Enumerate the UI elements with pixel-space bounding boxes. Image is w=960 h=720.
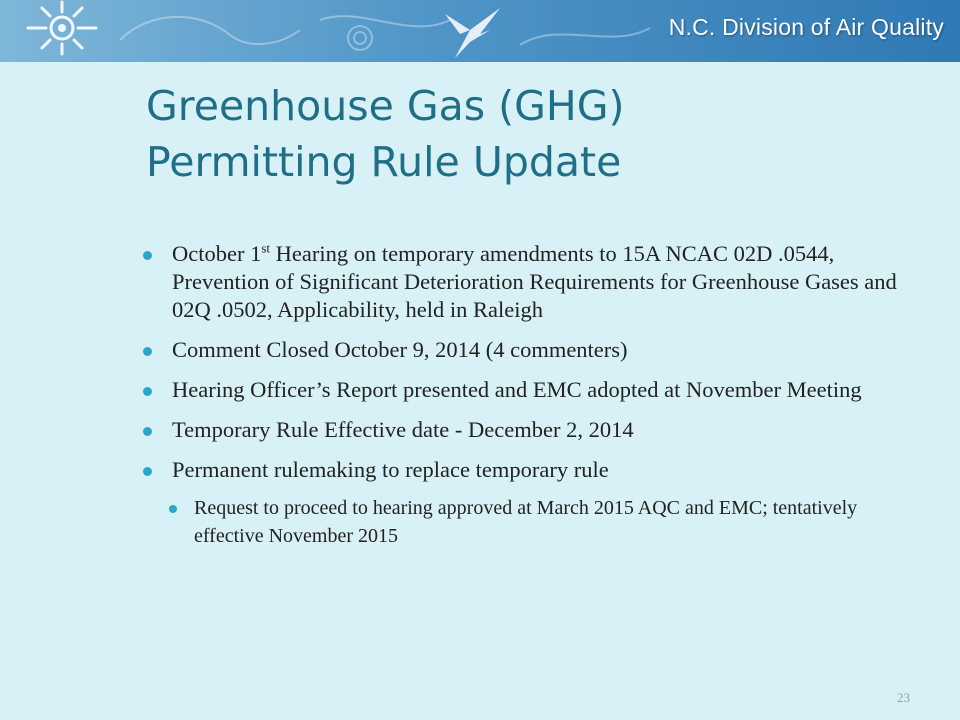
bullet-text: Permanent rulemaking to replace temporary rule: [172, 457, 609, 482]
bullet-text: Comment Closed October 9, 2014 (4 commenters): [172, 337, 628, 362]
header-banner: [0, 0, 960, 62]
sun-logo-icon: [28, 2, 96, 54]
ordinal-suffix: st: [261, 240, 271, 256]
bullet-text-rest: Hearing on temporary amendments to 15A NCAC 02D .0544, Prevention of Significant Deterioration Requirements for Greenhouse Gases and 02Q .0502, Applicability, held in Raleigh: [172, 241, 897, 322]
bullet-item: [140, 376, 900, 404]
bullet-list: [140, 240, 900, 562]
bullet-dot-icon: [143, 251, 152, 260]
bullet-item: [140, 336, 900, 364]
organization-name: N.C. Division of Air Quality: [668, 14, 944, 40]
title-line-1: Greenhouse Gas (GHG): [146, 82, 625, 130]
bullet-dot-icon: [143, 427, 152, 436]
sub-bullet-text: Request to proceed to hearing approved at March 2015 AQC and EMC; tentatively effective November 2015: [194, 497, 858, 547]
sub-bullet-list: [172, 494, 900, 550]
title-line-2: Permitting Rule Update: [146, 138, 622, 186]
sub-bullet-dot-icon: [169, 505, 177, 513]
bird-icon: [445, 8, 500, 58]
cloud-swirl-icon: [120, 16, 650, 50]
page-number: 23: [897, 690, 910, 705]
bullet-text: Temporary Rule Effective date - December 2, 2014: [172, 417, 634, 442]
bullet-dot-icon: [143, 467, 152, 476]
bullet-item: [140, 416, 900, 444]
bullet-item: [140, 240, 900, 324]
bullet-text-prefix: October 1: [172, 241, 262, 266]
slide-title: [146, 78, 906, 190]
sub-bullet-item: [172, 494, 900, 550]
bullet-text: Hearing Officer’s Report presented and EMC adopted at November Meeting: [172, 377, 862, 402]
bullet-dot-icon: [143, 387, 152, 396]
bullet-item: [140, 456, 900, 550]
bullet-dot-icon: [143, 347, 152, 356]
